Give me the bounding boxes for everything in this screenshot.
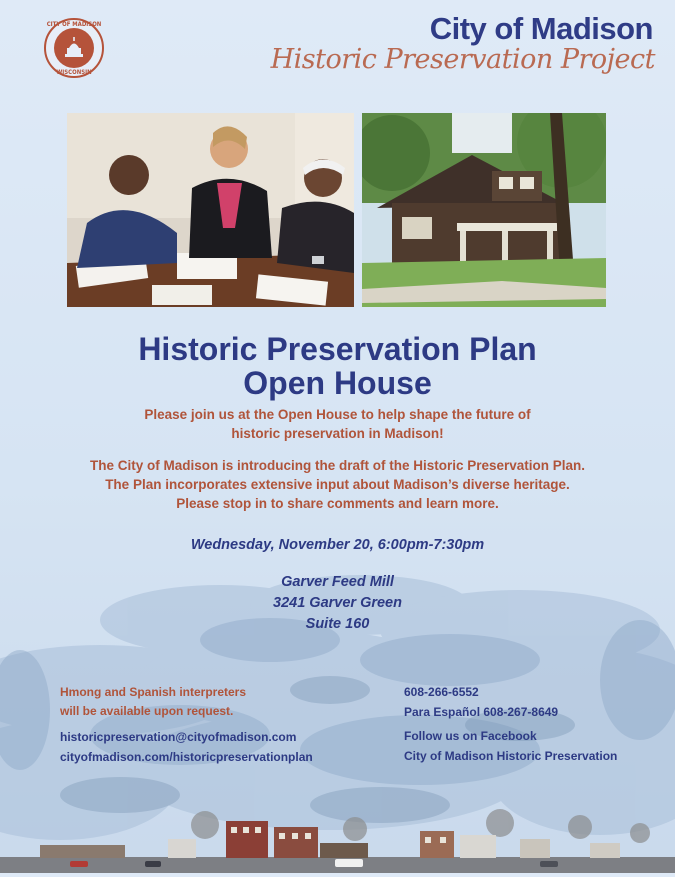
- bungalow-photo: [362, 113, 606, 307]
- interpreters-line-1: Hmong and Spanish interpreters: [60, 685, 247, 699]
- venue-name: Garver Feed Mill: [281, 574, 394, 590]
- plan-website[interactable]: cityofmadison.com/historicpreservationplan: [60, 750, 313, 764]
- seal-bottom-text: WISCONSIN: [56, 69, 92, 76]
- facebook-page[interactable]: City of Madison Historic Preservation: [404, 749, 618, 763]
- meeting-photo: [67, 113, 354, 307]
- intro-line-2: historic preservation in Madison!: [231, 426, 444, 441]
- street-scene: [0, 805, 675, 873]
- heading-line-2: Open House: [243, 365, 432, 401]
- title-project: Historic Preservation Project: [270, 44, 655, 75]
- venue-suite: Suite 160: [305, 616, 370, 632]
- contact-email[interactable]: historicpreservation@cityofmadison.com: [60, 730, 297, 744]
- body-line-3: Please stop in to share comments and learn more.: [176, 496, 499, 511]
- city-seal: [44, 18, 104, 78]
- body-line-2: The Plan incorporates extensive input about Madison’s diverse heritage.: [105, 477, 570, 492]
- body-line-1: The City of Madison is introducing the draft of the Historic Preservation Plan.: [89, 458, 586, 473]
- intro-line-1: Please join us at the Open House to help shape the future of: [144, 407, 531, 422]
- facebook-line-1: Follow us on Facebook: [404, 729, 537, 743]
- phone-number: 608-266-6552: [404, 685, 479, 699]
- interpreters-line-2: will be available upon request.: [60, 704, 234, 718]
- event-date: Wednesday, November 20, 6:00pm-7:30pm: [190, 537, 485, 553]
- heading-line-1: Historic Preservation Plan: [138, 331, 537, 367]
- capitol-icon: [54, 28, 94, 68]
- venue-address: 3241 Garver Green: [273, 595, 402, 611]
- spanish-phone: Para Español 608-267-8649: [404, 705, 559, 719]
- seal-top-text: CITY OF MADISON: [46, 21, 102, 28]
- title-city: City of Madison: [429, 11, 653, 46]
